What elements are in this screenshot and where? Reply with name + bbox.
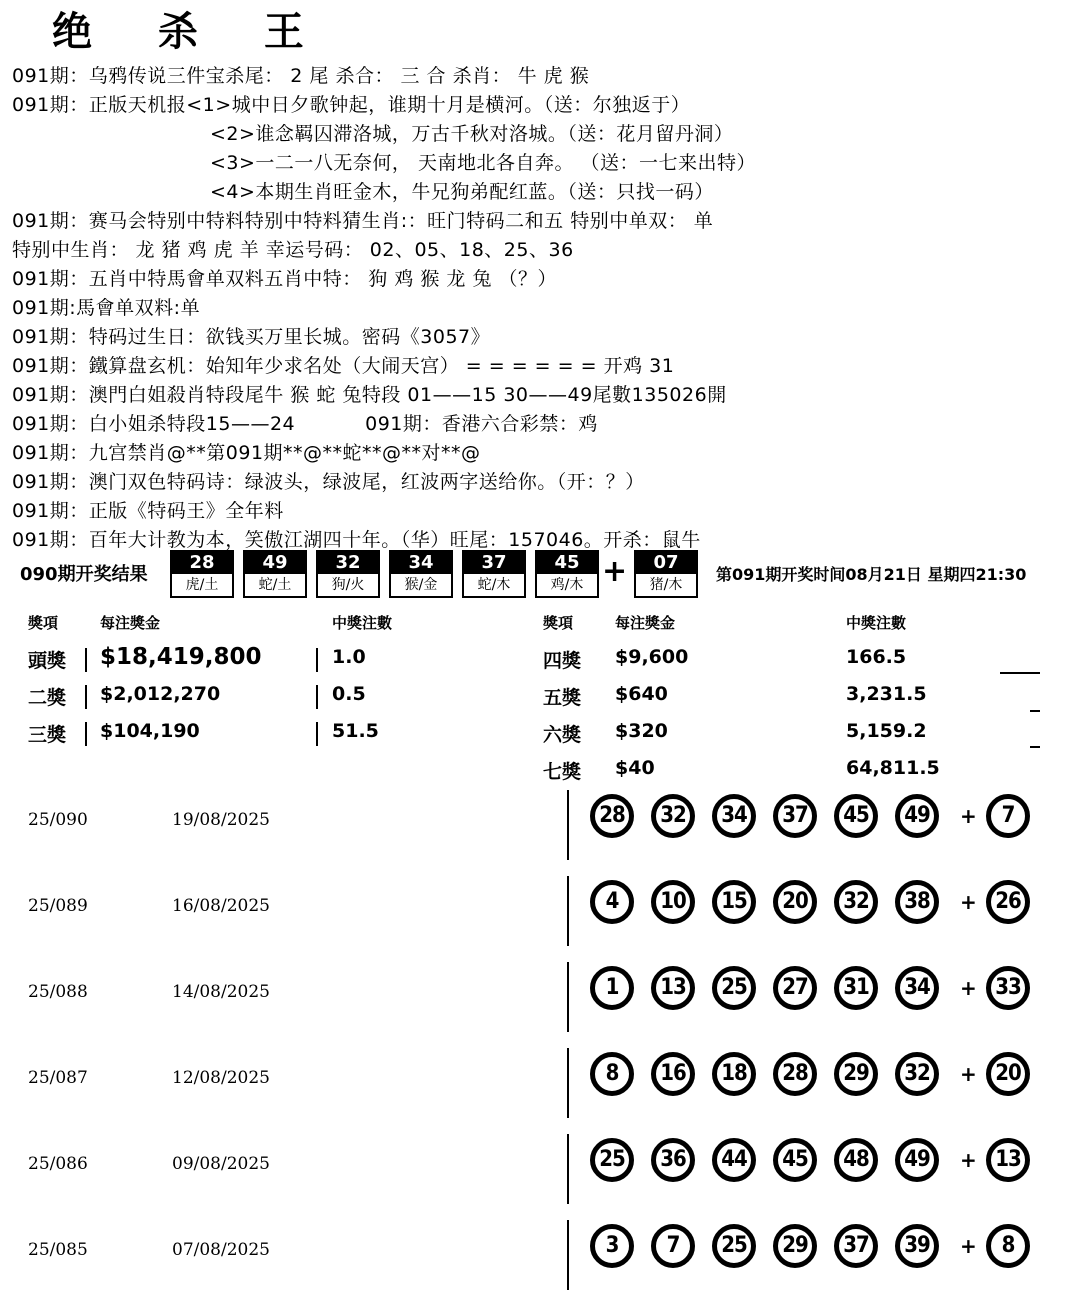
lottery-ball: 8 xyxy=(590,1052,634,1096)
draw-ball-number: 07 xyxy=(636,552,696,574)
header-prize-left: 獎項 xyxy=(28,614,59,632)
prediction-line xyxy=(12,439,1072,468)
draw-ball-number: 37 xyxy=(464,552,524,574)
prize-table xyxy=(0,608,1080,786)
lottery-ball: 45 xyxy=(834,794,878,838)
lottery-ball: 48 xyxy=(834,1138,878,1182)
prediction-text: <2>谁念羁囚滞洛城，万古千秋对洛城。（送：花月留丹洞） xyxy=(210,123,734,145)
prediction-text: 091期：百年大计教为本，笑傲江湖四十年。（华）旺尾：157046。开杀：鼠牛 xyxy=(12,529,701,551)
prize-count: 51.5 xyxy=(332,720,379,742)
history-plus: + xyxy=(960,1062,977,1086)
column-separator xyxy=(85,648,87,672)
prize-amount: $104,190 xyxy=(100,720,200,742)
draw-ball xyxy=(243,550,307,598)
divider xyxy=(1000,672,1040,674)
prize-name: 二獎 xyxy=(28,687,67,709)
history-plus: + xyxy=(960,1148,977,1172)
lottery-ball: 32 xyxy=(895,1052,939,1096)
draw-ball-number: 32 xyxy=(318,552,378,574)
draw-ball-number: 34 xyxy=(391,552,451,574)
draw-ball xyxy=(389,550,453,598)
prediction-text: 091期：白小姐杀特段15——24 xyxy=(12,413,296,435)
history-row xyxy=(0,1216,1080,1302)
history-row xyxy=(0,958,1080,1044)
draw-special-ball xyxy=(634,550,698,598)
lottery-ball: 10 xyxy=(651,880,695,924)
page-title: 绝 杀 王 xyxy=(52,8,330,55)
prize-name: 六獎 xyxy=(543,724,582,746)
prediction-line xyxy=(12,265,1072,294)
prize-count: 64,811.5 xyxy=(846,757,940,779)
prize-name: 三獎 xyxy=(28,724,67,746)
history-divider xyxy=(567,1134,569,1204)
history-divider xyxy=(567,876,569,946)
history-row xyxy=(0,1044,1080,1130)
prize-name: 七獎 xyxy=(543,761,582,783)
column-separator xyxy=(316,648,318,672)
history-date: 19/08/2025 xyxy=(172,810,270,830)
draw-ball-zodiac: 蛇/木 xyxy=(477,577,511,593)
draw-ball-zodiac: 鸡/木 xyxy=(550,577,584,593)
lottery-ball: 28 xyxy=(590,794,634,838)
prediction-line xyxy=(12,120,1072,149)
prediction-lines xyxy=(12,62,1072,555)
prize-count: 5,159.2 xyxy=(846,720,927,742)
lottery-ball: 16 xyxy=(651,1052,695,1096)
prediction-line xyxy=(12,91,1072,120)
prize-name: 頭獎 xyxy=(28,650,67,672)
history-row xyxy=(0,872,1080,958)
prediction-line xyxy=(12,236,1072,265)
draw-ball-number: 45 xyxy=(537,552,597,574)
history-date: 12/08/2025 xyxy=(172,1068,270,1088)
prediction-line xyxy=(12,149,1072,178)
special-ball: 33 xyxy=(986,966,1030,1010)
header-count-right: 中獎注數 xyxy=(846,614,907,632)
draw-ball xyxy=(462,550,526,598)
prediction-line xyxy=(12,497,1072,526)
column-separator xyxy=(85,722,87,746)
lottery-ball: 15 xyxy=(712,880,756,924)
lottery-ball: 32 xyxy=(834,880,878,924)
lottery-ball: 1 xyxy=(590,966,634,1010)
lottery-ball: 29 xyxy=(834,1052,878,1096)
lottery-ball: 32 xyxy=(651,794,695,838)
lottery-ball: 37 xyxy=(834,1224,878,1268)
lottery-ball: 37 xyxy=(773,794,817,838)
header-prize-right: 獎項 xyxy=(543,614,574,632)
history-date: 09/08/2025 xyxy=(172,1154,270,1174)
draw-ball-zodiac: 猴/金 xyxy=(404,577,438,593)
prediction-text: 091期：五肖中特馬會单双料五肖中特： 狗 鸡 猴 龙 兔 （？） xyxy=(12,268,558,290)
history-row xyxy=(0,1130,1080,1216)
prediction-extra: 091期：香港六合彩禁：鸡 xyxy=(365,413,598,435)
divider xyxy=(1030,710,1040,712)
draw-ball xyxy=(316,550,380,598)
prediction-line xyxy=(12,62,1072,91)
draw-ball-zodiac: 虎/土 xyxy=(185,577,219,593)
history-issue: 25/086 xyxy=(28,1154,88,1174)
lottery-ball: 20 xyxy=(773,880,817,924)
lottery-ball: 31 xyxy=(834,966,878,1010)
lottery-ball: 38 xyxy=(895,880,939,924)
special-ball: 20 xyxy=(986,1052,1030,1096)
lottery-ball: 39 xyxy=(895,1224,939,1268)
history-plus: + xyxy=(960,1234,977,1258)
column-separator xyxy=(316,722,318,746)
lottery-ball: 18 xyxy=(712,1052,756,1096)
special-ball: 13 xyxy=(986,1138,1030,1182)
prize-count: 3,231.5 xyxy=(846,683,927,705)
prize-count: 166.5 xyxy=(846,646,907,668)
history-date: 14/08/2025 xyxy=(172,982,270,1002)
lottery-ball: 3 xyxy=(590,1224,634,1268)
prediction-text: 091期：澳門白姐殺肖特段尾牛 猴 蛇 兔特段 01——15 30——49尾數135026開 xyxy=(12,384,727,406)
history-issue: 25/090 xyxy=(28,810,88,830)
history-issue: 25/089 xyxy=(28,896,88,916)
draw-plus-sign: + xyxy=(602,554,628,589)
header-count-left: 中獎注數 xyxy=(332,614,393,632)
prediction-text: 091期：赛马会特别中特料特别中特料猜生肖:：旺门特码二和五 特别中单双： 单 xyxy=(12,210,714,232)
history-plus: + xyxy=(960,976,977,1000)
lottery-ball: 7 xyxy=(651,1224,695,1268)
lottery-ball: 28 xyxy=(773,1052,817,1096)
next-draw-time: 第091期开奖时间08月21日 星期四21:30 xyxy=(716,565,1027,584)
lottery-ball: 29 xyxy=(773,1224,817,1268)
history-row xyxy=(0,786,1080,872)
special-ball: 7 xyxy=(986,794,1030,838)
history-issue: 25/087 xyxy=(28,1068,88,1088)
draw-ball-zodiac: 狗/火 xyxy=(331,577,365,593)
prediction-text: 091期：澳门双色特码诗：绿波头，绿波尾，红波两字送给你。（开：？） xyxy=(12,471,645,493)
history-issue: 25/088 xyxy=(28,982,88,1002)
prediction-text: 091期：正版《特码王》全年料 xyxy=(12,500,284,522)
lottery-ball: 13 xyxy=(651,966,695,1010)
history-divider xyxy=(567,962,569,1032)
header-amount-right: 每注獎金 xyxy=(615,614,676,632)
prediction-line xyxy=(12,468,1072,497)
prize-amount: $2,012,270 xyxy=(100,683,221,705)
lottery-ball: 36 xyxy=(651,1138,695,1182)
history-date: 16/08/2025 xyxy=(172,896,270,916)
special-ball: 8 xyxy=(986,1224,1030,1268)
history-divider xyxy=(567,790,569,860)
divider xyxy=(1030,746,1040,748)
lottery-ball: 25 xyxy=(712,1224,756,1268)
prediction-line xyxy=(12,178,1072,207)
lottery-ball: 44 xyxy=(712,1138,756,1182)
prediction-line xyxy=(12,207,1072,236)
lottery-ball: 45 xyxy=(773,1138,817,1182)
draw-ball-number: 49 xyxy=(245,552,305,574)
prize-name: 五獎 xyxy=(543,687,582,709)
prize-amount: $320 xyxy=(615,720,668,742)
lottery-ball: 27 xyxy=(773,966,817,1010)
prize-amount: $40 xyxy=(615,757,655,779)
prediction-text: 091期：乌鸦传说三件宝杀尾： 2 尾 杀合： 三 合 杀肖： 牛 虎 猴 xyxy=(12,65,590,87)
prediction-text: 091期：特码过生日：欲钱买万里长城。密码《3057》 xyxy=(12,326,491,348)
prize-count: 1.0 xyxy=(332,646,366,668)
history-plus: + xyxy=(960,804,977,828)
special-ball: 26 xyxy=(986,880,1030,924)
history-divider xyxy=(567,1220,569,1290)
lottery-ball: 49 xyxy=(895,1138,939,1182)
prediction-line xyxy=(12,410,1072,439)
prediction-line xyxy=(12,352,1072,381)
prediction-line xyxy=(12,381,1072,410)
prediction-text: 091期:馬會单双料:单 xyxy=(12,297,201,319)
draw-ball xyxy=(535,550,599,598)
lottery-ball: 34 xyxy=(895,966,939,1010)
prize-amount: $640 xyxy=(615,683,668,705)
lottery-ball: 4 xyxy=(590,880,634,924)
draw-label: 090期开奖结果 xyxy=(20,564,148,585)
prize-amount: $18,419,800 xyxy=(100,644,262,670)
prediction-line xyxy=(12,294,1072,323)
header-amount-left: 每注獎金 xyxy=(100,614,161,632)
prize-name: 四獎 xyxy=(543,650,582,672)
prize-count: 0.5 xyxy=(332,683,366,705)
prediction-line xyxy=(12,323,1072,352)
history-divider xyxy=(567,1048,569,1118)
history-date: 07/08/2025 xyxy=(172,1240,270,1260)
lottery-ball: 25 xyxy=(712,966,756,1010)
history-issue: 25/085 xyxy=(28,1240,88,1260)
history-plus: + xyxy=(960,890,977,914)
column-separator xyxy=(316,685,318,709)
lottery-ball: 34 xyxy=(712,794,756,838)
prize-amount: $9,600 xyxy=(615,646,689,668)
column-separator xyxy=(85,685,87,709)
prediction-text: <4>本期生肖旺金木，牛兄狗弟配红蓝。（送：只找一码） xyxy=(210,181,714,203)
draw-ball-zodiac: 蛇/土 xyxy=(258,577,292,593)
prediction-text: 091期：正版天机报<1>城中日夕歌钟起，谁期十月是横河。（送：尔独返于） xyxy=(12,94,691,116)
prediction-text: 091期：鐵算盘玄机：始知年少求名处（大闹天宫） = = = = = = 开鸡 31 xyxy=(12,355,675,377)
lottery-ball: 49 xyxy=(895,794,939,838)
draw-result-bar xyxy=(12,546,1072,602)
lottery-ball: 25 xyxy=(590,1138,634,1182)
prediction-text: 091期：九宫禁肖@**第091期**@**蛇**@**对**@ xyxy=(12,442,481,464)
draw-ball-zodiac: 猪/木 xyxy=(649,577,683,593)
prediction-text: <3>一二一八无奈何， 天南地北各自奔。 （送：一七来出特） xyxy=(210,152,757,174)
prediction-text: 特别中生肖： 龙 猪 鸡 虎 羊 幸运号码： 02、05、18、25、36 xyxy=(12,239,574,261)
draw-ball-number: 28 xyxy=(172,552,232,574)
draw-ball xyxy=(170,550,234,598)
